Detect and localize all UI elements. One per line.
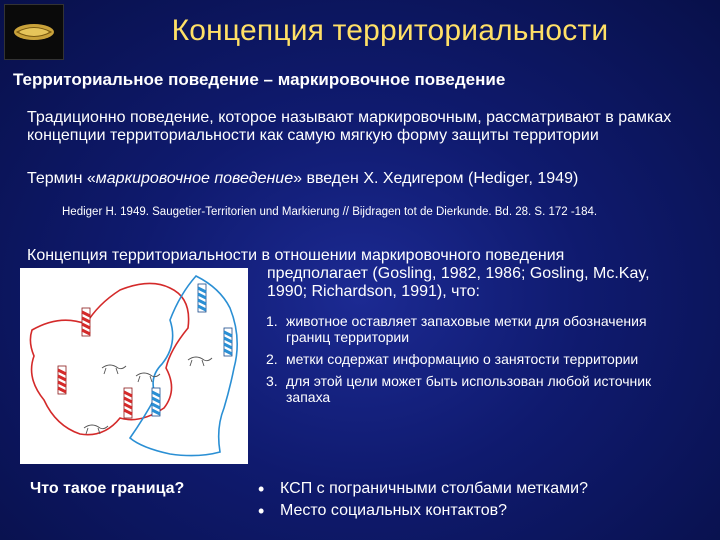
list-item-number: 3. [266, 373, 278, 389]
term-suffix: » введен Х. Хедигером (Hediger, 1949) [293, 170, 579, 187]
concept-line-1: Концепция территориальности в отношении маркировочного поведения [27, 247, 565, 264]
list-item [266, 373, 686, 405]
list-item [258, 500, 588, 522]
diagram-background [20, 268, 248, 464]
paragraph-traditional: Традиционно поведение, которое называют маркировочным, рассматривают в рамках концепции территориальности как самую мягкую форму защиты территории [27, 109, 672, 144]
boundary-post-red [124, 388, 132, 418]
boundary-post-red [58, 366, 66, 394]
boundary-post-blue [152, 388, 160, 416]
list-item-text: для этой цели может быть использован любой источник запаха [286, 373, 652, 405]
list-item-text: животное оставляет запаховые метки для обозначения границ территории [286, 313, 647, 345]
list-item-number: 1. [266, 313, 278, 329]
list-item-text: метки содержат информацию о занятости территории [286, 351, 639, 367]
boundary-post-blue [198, 284, 206, 312]
bullet-icon: • [258, 479, 265, 499]
bullet-icon: • [258, 501, 265, 521]
boundary-post-blue [224, 328, 232, 356]
logo-image [4, 4, 64, 60]
list-item [258, 478, 588, 500]
list-item-number: 2. [266, 351, 278, 367]
list-item [266, 313, 686, 345]
answer-bullets [258, 478, 588, 522]
list-item [266, 351, 686, 367]
question-boundary: Что такое граница? [30, 480, 185, 497]
slide-subtitle: Территориальное поведение – маркировочное поведение [13, 70, 506, 89]
paragraph-term [27, 170, 707, 188]
bullet-text: КСП с пограничными столбами метками? [280, 480, 588, 497]
concept-line-2: предполагает (Gosling, 1982, 1986; Gosling, Mc.Kay, 1990; Richardson, 1991), что: [267, 265, 650, 300]
boundary-post-red [82, 308, 90, 336]
assumptions-list [266, 313, 686, 411]
term-italic: маркировочное поведение [95, 170, 294, 187]
reference-citation: Hediger H. 1949. Saugetier-Territorien und Markierung // Bijdragen tot de Dierkunde. Bd. 28. S. 172 -184. [62, 206, 598, 218]
bullet-text: Место социальных контактов? [280, 502, 508, 519]
term-prefix: Термин « [27, 170, 96, 187]
slide-title: Концепция территориальности [171, 14, 609, 47]
territory-diagram [20, 268, 248, 464]
